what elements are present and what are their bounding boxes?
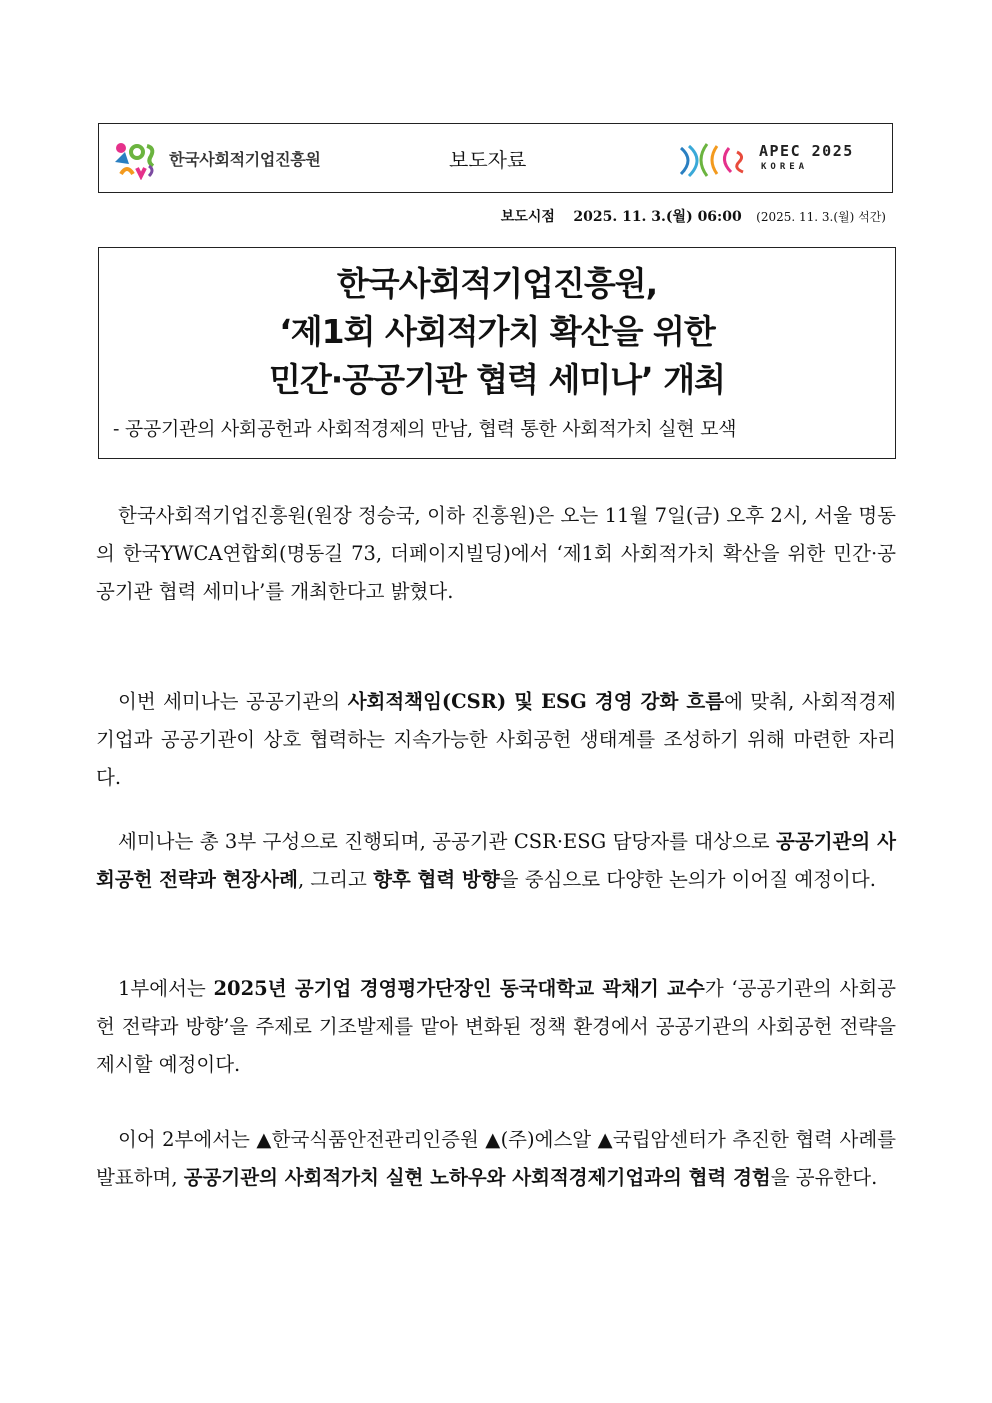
paragraph-1-text: 한국사회적기업진흥원(원장 정승국, 이하 진흥원)은 오는 11월 7일(금) 오후 2시, 서울 명동의 한국YWCA연합회(명동길 73, 더페이지빌딩)에서 ‘제1회 사회적가치 확산을 위한 민간·공공기관 협력 세미나’를 개최한다고 밝혔다. (96, 504, 896, 603)
apec-title: APEC 2025 (759, 142, 854, 160)
paragraph-5 (96, 1121, 896, 1197)
paragraph-5-text-a: 이어 2부에서는 ▲한국식품안전관리인증원 ▲(주)에스알 ▲국립암센터가 추진한 협력 사례를 발표하며, (96, 1128, 896, 1189)
paragraph-2 (96, 683, 896, 797)
release-label: 보도시점 (500, 209, 555, 225)
subtitle: - 공공기관의 사회공헌과 사회적경제의 만남, 협력 통한 사회적가치 실현 모색 (113, 418, 737, 440)
apec-logo-icon (677, 138, 753, 182)
paragraph-5-text-c: 을 공유한다. (770, 1166, 878, 1189)
paragraph-4-text-c: 가 ‘공공기관의 사회공헌 전략과 방향’을 주제로 기조발제를 맡아 변화된 정책 환경에서 공공기관의 사회공헌 전략을 제시할 예정이다. (96, 977, 896, 1076)
apec-subtitle: KOREA (761, 162, 809, 172)
paragraph-3-bold-1: 공공기관의 사회공헌 전략과 현장사례 (96, 830, 897, 891)
release-embargo: (2025. 11. 3.(월) 석간) (756, 210, 886, 224)
title-box (98, 247, 896, 459)
doc-type-label: 보도자료 (449, 148, 527, 172)
paragraph-2-text-a: 이번 세미나는 공공기관의 (118, 690, 348, 713)
paragraph-3-text-a: 세미나는 총 3부 구성으로 진행되며, 공공기관 CSR·ESG 담당자를 대상으로 (118, 830, 777, 853)
headline-line-1: 한국사회적기업진흥원, (336, 264, 658, 303)
org-logo-icon (111, 138, 159, 180)
paragraph-4 (96, 970, 896, 1084)
paragraph-3-text-c: , 그리고 (297, 868, 374, 891)
paragraph-1 (96, 497, 896, 611)
paragraph-4-bold: 2025년 공기업 경영평가단장인 동국대학교 곽채기 교수 (213, 977, 705, 1000)
headline-line-3: 민간·공공기관 협력 세미나’ 개최 (269, 360, 725, 399)
press-header (98, 123, 893, 193)
org-name: 한국사회적기업진흥원 (169, 150, 321, 169)
paragraph-5-bold: 공공기관의 사회적가치 실현 노하우와 사회적경제기업과의 협력 경험 (183, 1166, 771, 1189)
release-value: 2025. 11. 3.(월) 06:00 (573, 209, 742, 225)
paragraph-2-bold: 사회적책임(CSR) 및 ESG 경영 강화 흐름 (347, 690, 725, 713)
release-time (501, 206, 886, 226)
headline-line-2: ‘제1회 사회적가치 확산을 위한 (279, 312, 715, 351)
paragraph-3 (96, 823, 896, 899)
paragraph-4-text-a: 1부에서는 (118, 977, 214, 1000)
paragraph-3-text-e: 을 중심으로 다양한 논의가 이어질 예정이다. (499, 868, 876, 891)
paragraph-2-text-c: 에 맞춰, 사회적경제기업과 공공기관이 상호 협력하는 지속가능한 사회공헌 생태계를 조성하기 위해 마련한 자리다. (96, 690, 896, 789)
paragraph-3-bold-2: 향후 협력 방향 (373, 868, 500, 891)
